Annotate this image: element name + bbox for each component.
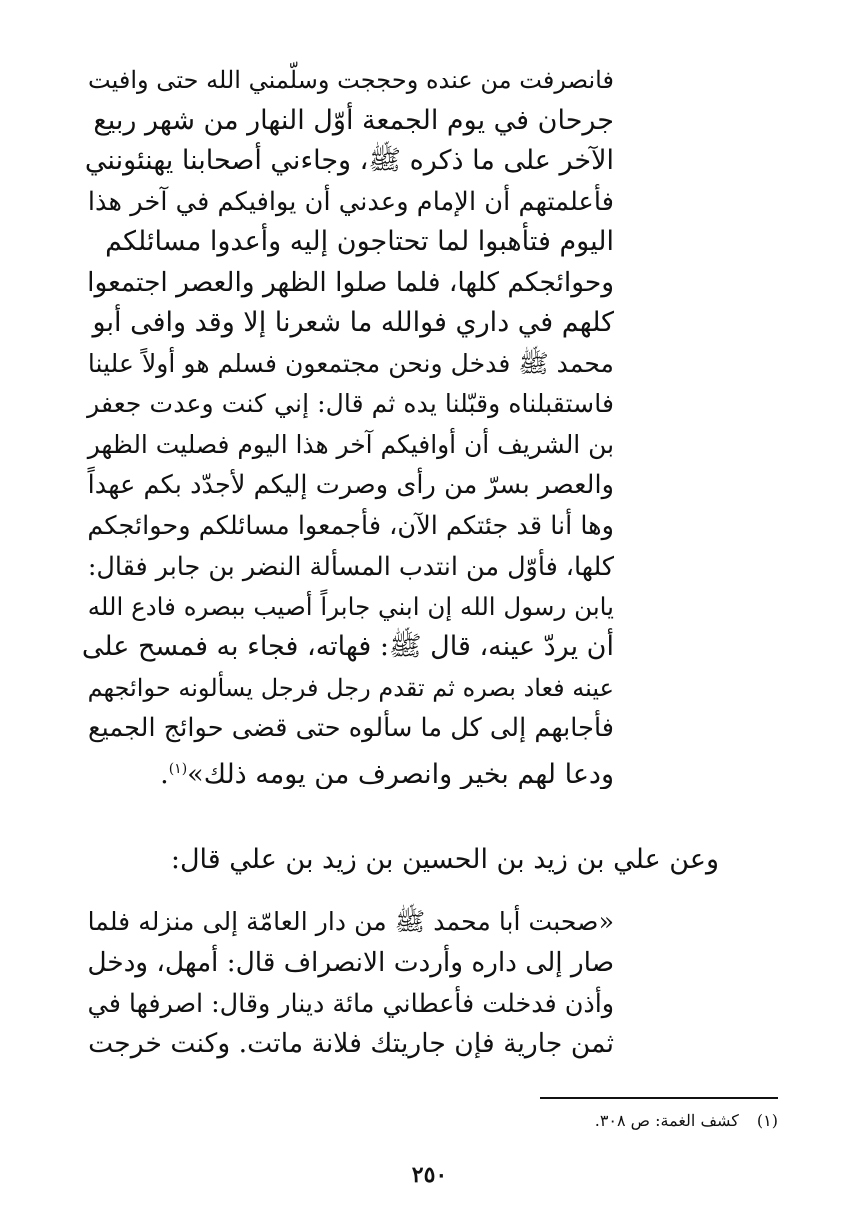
- sentence-end: .: [160, 758, 169, 789]
- text-line: بن الشريف أن أوافيكم آخر هذا اليوم فصليت الظهر: [87, 429, 614, 459]
- text-line: ثمن جارية فإن جاريتك فلانة ماتت. وكنت خرجت: [88, 1027, 614, 1059]
- narration-paragraph-2: [82, 902, 614, 1064]
- text-line: عينه فعاد بصره ثم تقدم رجل فرجل يسألونه حوائجهم: [87, 673, 614, 702]
- intro-line: وعن علي بن زيد بن الحسين بن زيد بن علي قال:: [170, 844, 719, 875]
- text-line: «صحبت أبا محمد ﷺ من دار العامّة إلى منزله فلما: [87, 907, 614, 936]
- text-line: اليوم فتأهبوا لما تحتاجون إليه وأعدوا مسائلكم: [105, 226, 614, 257]
- text-line: محمد ﷺ فدخل ونحن مجتمعون فسلم هو أولاً علينا: [87, 348, 614, 378]
- text-line: جرحان في يوم الجمعة أوّل النهار من شهر ربيع: [93, 104, 614, 136]
- text-line: أن يردّ عينه، قال ﷺ: فهاته، فجاء به فمسح على: [82, 631, 614, 662]
- text-line-last: [82, 749, 614, 790]
- footnote-reference[interactable]: (١): [168, 760, 188, 777]
- narrator-intro: [119, 840, 719, 881]
- footnote-text: كشف الغمة: ص ٣٠٨.: [594, 1111, 739, 1130]
- text-line: فأعلمتهم أن الإمام وعدني أن يوافيكم في آخر هذا: [87, 186, 614, 217]
- text-line: فاستقبلناه وقبّلنا يده ثم قال: إني كنت وعدت جعفر: [87, 389, 614, 418]
- narration-paragraph-1: [82, 60, 614, 789]
- text-line: الآخر على ما ذكره ﷺ، وجاءني أصحابنا يهنئونني: [84, 145, 614, 176]
- text-line: وحوائجكم كلها، فلما صلوا الظهر والعصر اجتمعوا: [87, 266, 614, 298]
- text-line: يابن رسول الله إن ابني جابراً أصيب ببصره فادع الله: [87, 591, 614, 621]
- text-line: فانصرفت من عنده وحججت وسلّمني الله حتى وافيت: [87, 66, 614, 94]
- text-line: كلهم في داري فوالله ما شعرنا إلا وقد وافى أبو: [92, 307, 614, 338]
- text-line: وها أنا قد جئتكم الآن، فأجمعوا مسائلكم وحوائجكم: [87, 510, 614, 541]
- page-number: ٢٥٠: [411, 1162, 448, 1188]
- text-line: فأجابهم إلى كل ما سألوه حتى قضى حوائج الجميع: [87, 713, 614, 743]
- footnote-separator: [540, 1097, 778, 1099]
- text-line: كلها، فأوّل من انتدب المسألة النضر بن جابر فقال:: [87, 551, 614, 581]
- text-line-last-content: ودعا لهم بخير وانصرف من يومه ذلك»: [187, 758, 614, 789]
- footnote: [595, 1110, 778, 1132]
- text-line: والعصر بسرّ من رأى وصرت إليكم لأجدّد بكم عهداً: [87, 470, 614, 500]
- footnote-number: (١): [756, 1111, 778, 1130]
- text-line: وأذن فدخلت فأعطاني مائة دينار وقال: اصرفها في: [87, 988, 614, 1018]
- text-line: صار إلى داره وأردت الانصراف قال: أمهل، ودخل: [87, 947, 614, 978]
